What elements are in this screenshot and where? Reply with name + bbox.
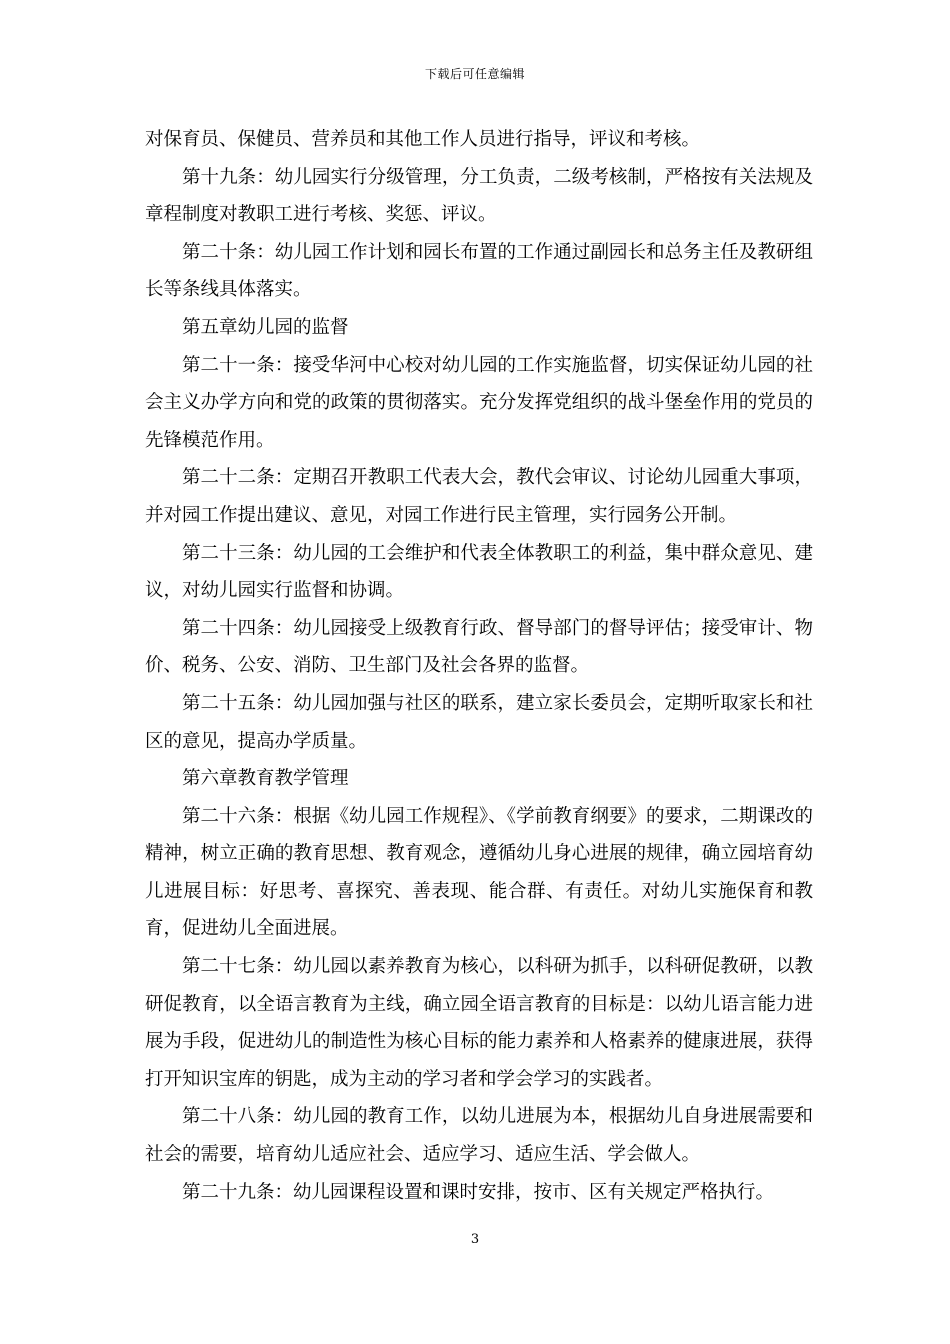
paragraph: 第二十三条：幼儿园的工会维护和代表全体教职工的利益，集中群众意见、建议，对幼儿园实行监督和协调。 [145, 542, 813, 602]
paragraph: 第二十五条：幼儿园加强与社区的联系，建立家长委员会，定期听取家长和社区的意见，提高办学质量。 [145, 692, 813, 752]
paragraph: 第二十六条：根据《幼儿园工作规程》、《学前教育纲要》的要求，二期课改的精神，树立正确的教育思想、教育观念，遵循幼儿身心进展的规律，确立园培育幼儿进展目标：好思考、喜探究、善表现、能合群、有责任。对幼儿实施保育和教育，促进幼儿全面进展。 [145, 805, 813, 940]
paragraph: 第二十九条：幼儿园课程设置和课时安排，按市、区有关规定严格执行。 [182, 1181, 775, 1203]
paragraph: 第十九条：幼儿园实行分级管理，分工负责，二级考核制，严格按有关法规及章程制度对教职工进行考核、奖惩、评议。 [145, 166, 813, 226]
paragraph: 第二十条：幼儿园工作计划和园长布置的工作通过副园长和总务主任及教研组长等条线具体落实。 [145, 241, 813, 301]
chapter-heading: 第六章教育教学管理 [182, 768, 349, 790]
chapter-heading: 第五章幼儿园的监督 [182, 316, 349, 338]
paragraph: 第二十四条：幼儿园接受上级教育行政、督导部门的督导评估；接受审计、物价、税务、公安、消防、卫生部门及社会各界的监督。 [145, 617, 813, 677]
paragraph: 第二十一条：接受华河中心校对幼儿园的工作实施监督，切实保证幼儿园的社会主义办学方向和党的政策的贯彻落实。充分发挥党组织的战斗堡垒作用的党员的先锋模范作用。 [145, 354, 813, 451]
paragraph: 第二十七条：幼儿园以素养教育为核心，以科研为抓手，以科研促教研，以教研促教育，以全语言教育为主线，确立园全语言教育的目标是：以幼儿语言能力进展为手段，促进幼儿的制造性为核心目标的能力素养和人格素养的健康进展，获得打开知识宝库的钥匙，成为主动的学习者和学会学习的实践者。 [145, 956, 813, 1090]
document-body [145, 121, 813, 1211]
page-header: 下载后可任意编辑 [424, 67, 525, 81]
page-number: 3 [470, 1232, 480, 1247]
paragraph: 第二十八条：幼儿园的教育工作，以幼儿进展为本，根据幼儿自身进展需要和社会的需要，培育幼儿适应社会、适应学习、适应生活、学会做人。 [145, 1106, 813, 1166]
paragraph: 对保育员、保健员、营养员和其他工作人员进行指导，评议和考核。 [145, 129, 701, 150]
paragraph: 第二十二条：定期召开教职工代表大会，教代会审议、讨论幼儿园重大事项，并对园工作提出建议、意见，对园工作进行民主管理，实行园务公开制。 [145, 467, 813, 526]
